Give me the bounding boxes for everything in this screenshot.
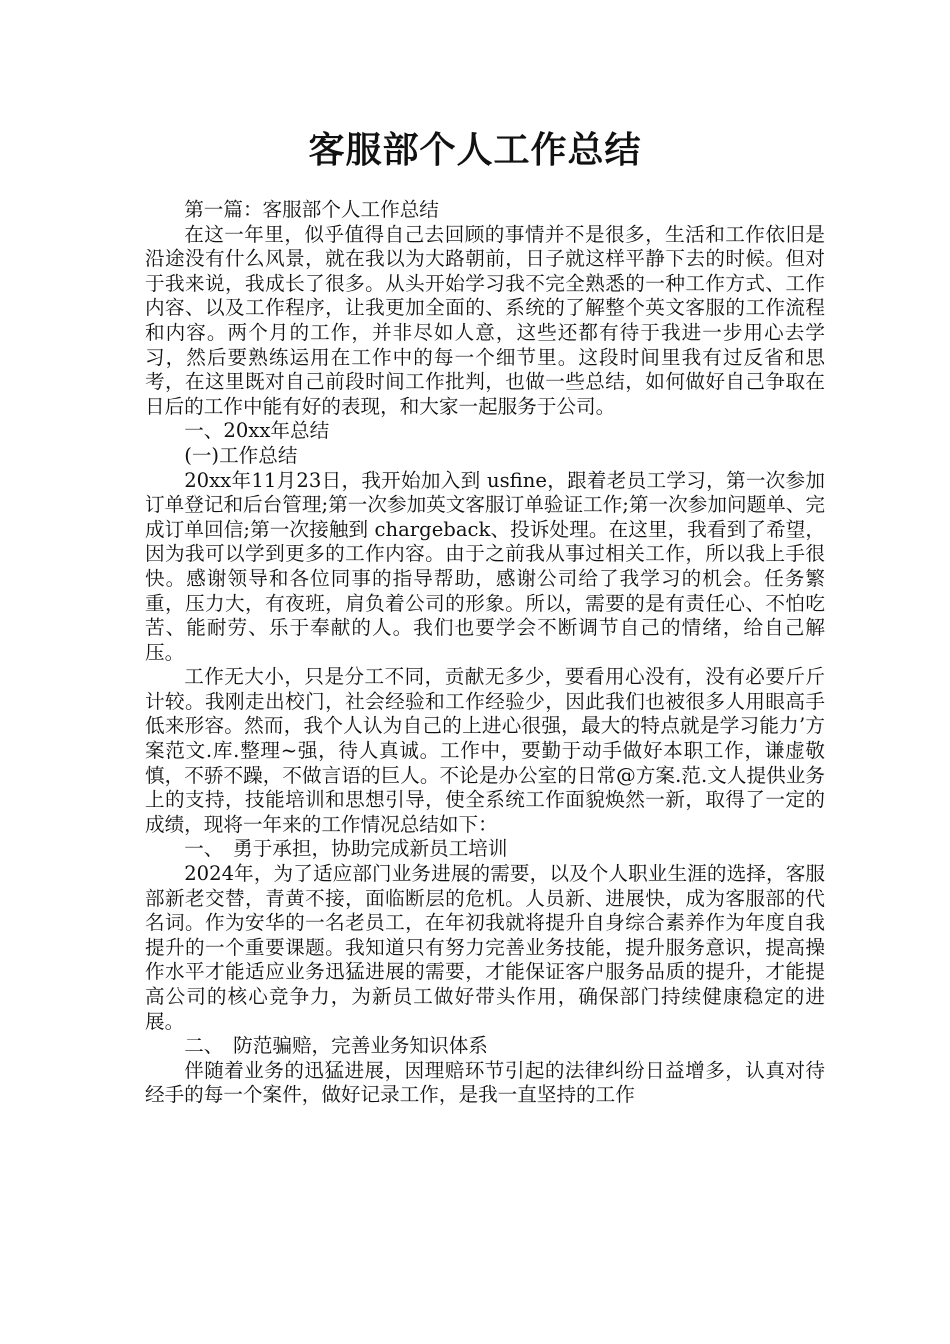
paragraph-fraud-prevention: 伴随着业务的迅猛进展，因理赔环节引起的法律纠纷日益增多，认真对待经手的每一个案件，做好记录工作，是我一直坚持的工作: [145, 1058, 825, 1107]
section-heading-training: 一、 勇于承担，协助完成新员工培训: [184, 837, 508, 861]
section-heading-year-summary: 一、20xx年总结: [184, 419, 330, 443]
paragraph-joining: 20xx年11月23日，我开始加入到 usfine，跟着老员工学习，第一次参加订单登记和后台管理;第一次参加英文客服订单验证工作;第一次参加问题单、完成订单回信;第一次接触到 chargeback、投诉处理。在这里，我看到了希望，因为我可以学到更多的工作内容。由于之前我从事过相关工作，所以我上手很快。感谢领导和各位同事的指导帮助，感谢公司给了我学习的机会。任务繁重，压力大，有夜班，肩负着公司的形象。所以，需要的是有责任心、不怕吃苦、能耐劳、乐于奉献的人。我们也要学会不断调节自己的情绪，给自己解压。: [145, 468, 825, 664]
document-body: [145, 198, 825, 1108]
paragraph-training: 2024年，为了适应部门业务进展的需要，以及个人职业生涯的选择，客服部新老交替，青黄不接，面临断层的危机。人员新、进展快，成为客服部的代名词。作为安华的一名老员工，在年初我就将提升自身综合素养作为年度自我提升的一个重要课题。我知道只有努力完善业务技能，提升服务意识，提高操作水平才能适应业务迅猛进展的需要，才能保证客户服务品质的提升，才能提高公司的核心竞争力，为新员工做好带头作用，确保部门持续健康稳定的进展。: [145, 862, 825, 1033]
subsection-heading-work-summary: (一)工作总结: [184, 443, 298, 467]
paragraph-intro: 在这一年里，似乎值得自己去回顾的事情并不是很多，生活和工作依旧是沿途没有什么风景，就在我以为大路朝前，日子就这样平静下去的时候。但对于我来说，我成长了很多。从头开始学习我不完全熟悉的一种工作方式、工作内容、以及工作程序，让我更加全面的、系统的了解整个英文客服的工作流程和内容。两个月的工作，并非尽如人意，这些还都有待于我进一步用心去学习，然后要熟练运用在工作中的每一个细节里。这段时间里我有过反省和思考，在这里既对自己前段时间工作批判，也做一些总结，如何做好自己争取在日后的工作中能有好的表现，和大家一起服务于公司。: [145, 222, 825, 418]
page-title: 客服部个人工作总结: [308, 130, 642, 171]
section-heading-part-one: 第一篇：客服部个人工作总结: [184, 198, 439, 221]
paragraph-attitude: 工作无大小，只是分工不同，贡献无多少，要看用心没有，没有必要斤斤计较。我刚走出校门，社会经验和工作经验少，因此我们也被很多人用眼高手低来形容。然而，我个人认为自己的上进心很强，最大的特点就是学习能力’方案范文.库.整理~强，待人真诚。工作中，要勤于动手做好本职工作，谦虚敬慎，不骄不躁，不做言语的巨人。不论是办公室的日常@方案.范.文人提供业务上的支持，技能培训和思想引导，使全系统工作面貌焕然一新，取得了一定的成绩，现将一年来的工作情况总结如下：: [145, 665, 825, 836]
section-heading-fraud-prevention: 二、 防范骗赔，完善业务知识体系: [184, 1034, 488, 1058]
